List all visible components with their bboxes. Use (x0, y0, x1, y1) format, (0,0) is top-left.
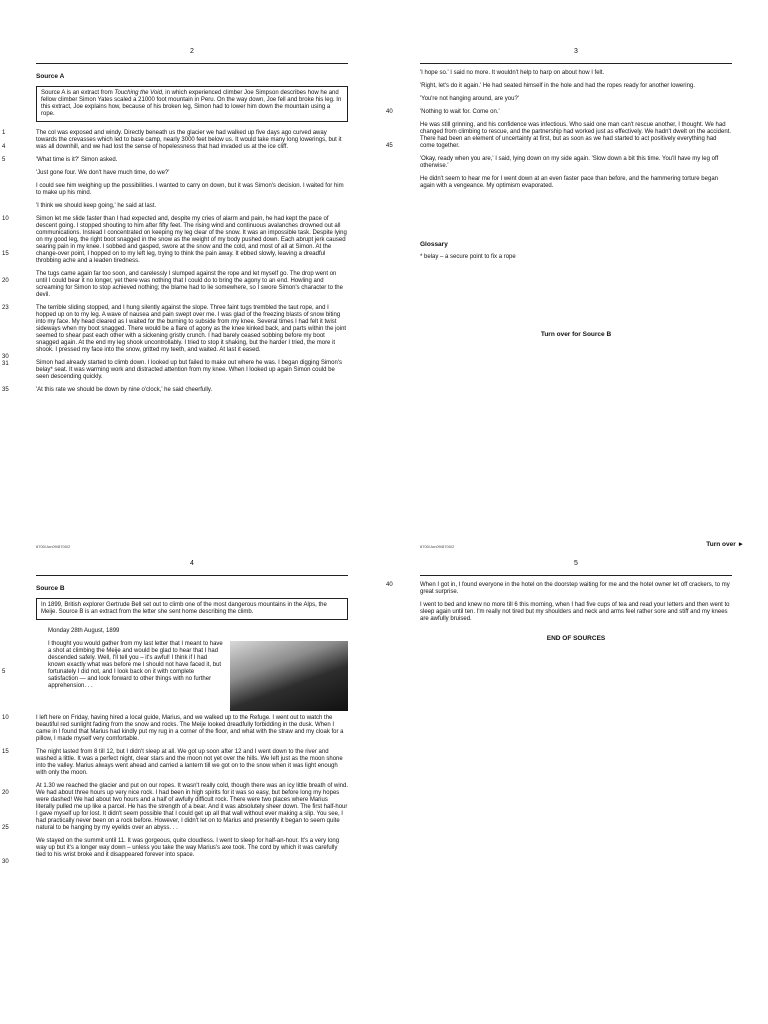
page-3 (384, 0, 768, 512)
header-rule (36, 63, 348, 64)
line-number: 15 (2, 749, 9, 755)
paragraph-text: 'I hope so.' I said no more. It wouldn't help to harp on about how I felt. (420, 70, 605, 76)
paragraph-text: 'Nothing to wait for. Come on.' (420, 109, 500, 115)
page-content (2, 582, 348, 865)
paragraph (420, 176, 732, 190)
paragraph (420, 96, 732, 103)
glossary-heading: Glossary (420, 241, 448, 248)
paragraph (2, 130, 348, 151)
paragraph-text: When I got in, I found everyone in the hotel on the doorstep waiting for me and the hotel owner let off crackers, to my great surprise. (420, 582, 730, 595)
paragraph-text: Simon let me slide faster than I had expected and, despite my cries of alarm and pain, he had kept the pace of descent going. I stopped shouting to him after fifty feet. The rising wind and continuous avalanches drowned out all communications. Instead I concentrated on keeping my leg clear of the snow. It was an impossible task. Despite lying on my good leg, the right boot snagged in the snow as the weight of my body pushed down. Each abrupt jerk caused searing pain in my knee. I sobbed and gasped, swore at the snow and the cold, and most of all at Simon. At the change-over point, I hopped on to my left leg, trying to think the pain away. It ebbed slowly, leaving a dreadful throbbing ache and a leaden tiredness. (36, 216, 347, 264)
intro-rest: , in which experienced climber Joe Simpson describes how he and fellow climber Simon Yates scaled a 21000 foot mountain in Peru. On the way down, Joe fell and broke his leg. In this extract, Joe explains how, because of his broken leg, Simon had to lower him down the mountain using a rope. (41, 90, 342, 117)
turn-over-label: Turn over ► (706, 541, 744, 548)
paragraph-text: The terrible sliding stopped, and I hung silently against the slope. Three faint tugs trembled the taut rope, and I hopped up on to my leg. A wave of nausea and pain swept over me. I was glad of the freezing blasts of snow biting into my face. My head cleared as I waited for the burning to subside from my knee. Several times I had felt it twist sideways when my boot snagged. There would be a flare of agony as the knee kinked back, and parts within the joint seemed to shear past each other with a sickening gristly crunch. I had barely ceased sobbing before my boot snagged again. At the end my leg shook uncontrollably. I tried to stop it shaking, but the harder I tried, the more it shook. I pressed my face into the snow, gritted my teeth, and waited. At last it eased. (36, 305, 347, 353)
line-number: 10 (2, 216, 9, 222)
turn-over-notice: Turn over for Source B (540, 331, 612, 338)
paragraph (2, 305, 348, 367)
line-number: 30 (2, 354, 9, 360)
page-number: 5 (574, 560, 578, 567)
paragraph (2, 216, 348, 265)
page-number: 4 (190, 560, 194, 567)
page-number: 2 (190, 48, 194, 55)
paragraph-text: 'What time is it?' Simon asked. (36, 157, 118, 163)
line-number: 40 (386, 582, 393, 588)
paragraph (420, 83, 732, 90)
glossary-entry: * belay – a secure point to fix a rope (420, 254, 516, 260)
source-intro-box: In 1899, British explorer Gertrude Bell set out to climb one of the most dangerous mountains in the Alps, the Meije. Source B is an extract from the letter she sent home describing the climb. (36, 598, 348, 620)
line-number: 25 (2, 825, 9, 831)
paragraph-text: Simon had already started to climb down. I looked up but failed to make out where he was. I began digging Simon's belay* seat. It was warming work and distracted attention from my knee. When I looked up again Simon could be seen descending quickly. (36, 360, 342, 380)
line-number: 35 (2, 387, 9, 393)
paragraph (36, 170, 348, 177)
paragraph (36, 183, 348, 197)
line-number: 23 (2, 305, 9, 311)
paragraph-text: The tugs came again far too soon, and carelessly I slumped against the rope and let myself go. The drop went on until I could bear it no longer, yet there was nothing that I could do to bring the agony to an end. Howling and screaming for Simon to stop achieved nothing; the blame had to lie somewhere, so I swore Simon's character to the devil. (36, 271, 343, 298)
line-number: 31 (2, 361, 9, 367)
line-number: 20 (2, 790, 9, 796)
end-of-sources: END OF SOURCES (546, 635, 606, 642)
paragraph-text: I could see him weighing up the possibilities. I wanted to carry on down, but it was Simon's decision. I waited for him to make up his mind. (36, 183, 344, 196)
paragraph-text: 'Okay, ready when you are,' I said, lying down on my side again. 'Slow down a bit this time. You'll have my leg off otherwise.' (420, 156, 719, 169)
paragraph-text: The col was exposed and windy. Directly beneath us the glacier we had walked up five days ago curved away towards the crevasses which led to base camp, nearly 3000 feet below us. It would take many long lowerings, but it was all downhill, and we had lost the sense of hopelessness that had invaded us at the ice cliff. (36, 130, 342, 150)
line-number: 20 (2, 278, 9, 284)
paragraph (420, 602, 732, 623)
paragraph (36, 203, 348, 210)
paragraph-text: 'Just gone four. We don't have much time, do we?' (36, 170, 170, 176)
header-rule (36, 575, 348, 576)
paragraph-text: 'Right, let's do it again.' He had seated himself in the hole and had the ropes ready for another lowering. (420, 83, 695, 89)
line-number: 30 (2, 859, 9, 865)
mountain-photo (230, 641, 348, 711)
paragraph-text: I left here on Friday, having hired a local guide, Marius, and we walked up to the Refuge. I went out to watch the beautiful red sunlight fading from the snow and rocks. The Meije looked dreadfully forbidding in the dusk. When I came in I found that Marius had kindly put my rug in a corner of the floor, and what with the straw and my cloak for a pillow, I made myself very comfortable. (36, 715, 344, 742)
paragraph-text: 'At this rate we should be down by nine o'clock,' he said cheerfully. (36, 387, 213, 393)
paragraph (420, 70, 732, 77)
page-content (386, 70, 732, 338)
paragraph-text: I thought you would gather from my last letter that I meant to have a shot at climbing the Meije and would be glad to hear that I had descended safely. Well, I'll tell you – it's awful! I think if I had known exactly what was before me I should not have faced it, but fortunately I did not, and I look back on it with complete satisfaction — and look forward to other things with no further apprehension. . . (48, 641, 223, 689)
page-number: 3 (574, 48, 578, 55)
paragraph (386, 122, 732, 150)
paragraph (2, 641, 348, 690)
header-rule (420, 63, 732, 64)
paragraph-text: We stayed on the summit until 11. It was gorgeous, quite cloudless. I went to sleep for half-an-hour. It's a very long way up but it's a longer way down – unless you take the way Marius's axe took. The cord by which it was carefully tied to his wrist broke and it disappeared forever into space. (36, 838, 340, 858)
paragraph-text: He was still grinning, and his confidence was infectious. Who said one man can't rescue another, I thought. We had changed from climbing to rescue, and the partnership had worked just as effectively. We hadn't dwelt on the accident. There had been an element of uncertainty at first, but as soon as we had started to act positively everything had come together. (420, 122, 731, 149)
paragraph (2, 749, 348, 777)
source-heading: Source B (36, 585, 65, 592)
line-number: 15 (2, 251, 9, 257)
line-number: 10 (2, 715, 9, 721)
paragraph-text: The night lasted from 8 till 12, but I didn't sleep at all. We got up soon after 12 and I went down to the river and washed a little. It was a perfect night, clear stars and the moon not yet over the hills. We left just as the moon shone into the valley. Marius always went ahead and carried a lantern till we got on to the snow when it was light enough with only the moon. (36, 749, 343, 776)
line-number: 45 (386, 143, 393, 149)
paragraph (2, 271, 348, 299)
intro-prefix: Source A is an extract from (41, 90, 115, 96)
letter-date: Monday 28th August, 1899 (48, 628, 120, 634)
footer-code: 8700/Jun09/8700/2 (420, 544, 455, 549)
page-content (2, 70, 348, 400)
page-content (386, 582, 732, 642)
line-number: 40 (386, 109, 393, 115)
paragraph (2, 838, 348, 865)
page-2 (0, 0, 384, 512)
paragraph (2, 387, 348, 394)
line-number: 4 (2, 144, 6, 150)
line-number: 1 (2, 130, 6, 136)
page-4 (0, 512, 384, 1024)
source-heading: Source A (36, 73, 65, 80)
paragraph-text: 'You're not hanging around, are you?' (420, 96, 519, 102)
paragraph (36, 360, 348, 381)
footer-code: 8700/Jun09/8700/2 (36, 544, 71, 549)
paragraph (2, 715, 348, 743)
paragraph (386, 109, 732, 116)
book-title: Touching the Void (114, 90, 162, 96)
paragraph-text: I went to bed and knew no more till 6 this morning, when I had five cups of tea and read your letters and then went to sleep again until ten. I'm really not tired but my shoulders and neck and arms feel rather sore and stiff and my knees are awfully bruised. (420, 602, 730, 622)
paragraph-text: He didn't seem to hear me for I went down at an even faster pace than before, and the hammering torture began again with a vengeance. My optimism evaporated. (420, 176, 718, 189)
paragraph (2, 783, 348, 832)
header-rule (420, 575, 732, 576)
paragraph (2, 157, 348, 164)
source-intro-box (36, 86, 348, 122)
line-number: 5 (2, 157, 6, 163)
paragraph-text: 'I think we should keep going,' he said at last. (36, 203, 157, 209)
page-5 (384, 512, 768, 1024)
paragraph-text: At 1.30 we reached the glacier and put on our ropes. It wasn't really cold, though there was an icy little breath of wind. We had about three hours up very nice rock. I had been in high spirits for it was so easy, but before long my hopes were dashed! We had about two hours and a half of awfully difficult rock. There were two places where Marius literally pulled me up like a parcel. He has the strength of a bear. And it was absolutely sheer down. The first half-hour I gave myself up for lost. It didn't seem possible that I could get up all that wall without ever making a slip. You see, I had practically never been on a rock before. However, I didn't let on to Marius and presently it began to seem quite natural to be hanging by my eyelids over an abyss. . . (36, 783, 348, 831)
paragraph (386, 582, 732, 596)
line-number: 5 (2, 669, 6, 675)
paragraph (420, 156, 732, 170)
